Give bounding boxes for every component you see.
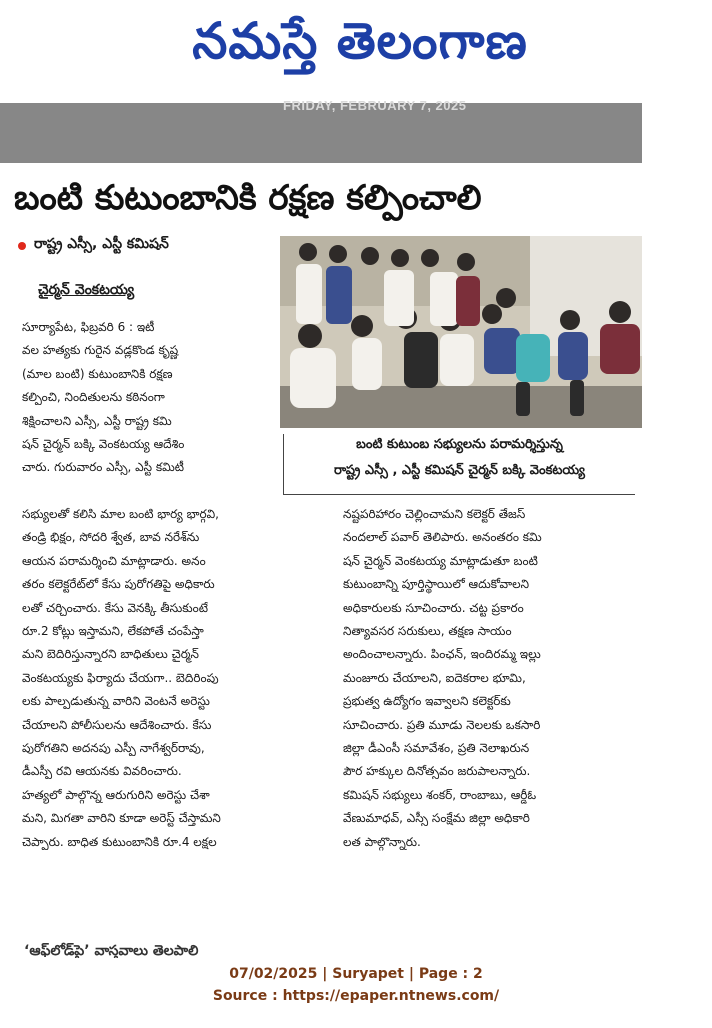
text-line: జిల్లా డీఎంసీ సమావేశం, ప్రతి నెలాఖరున [343, 741, 530, 756]
text-line: మంజూరు చేయాలని, ఐదెకరాల భూమి, [343, 670, 526, 685]
text-line: నందలాల్ పవార్ తెలిపారు. అనంతరం కమి [343, 530, 542, 545]
text-line: వేణుమాధవ్, ఎస్సీ సంక్షేమ జిల్లా అధికారి [343, 811, 530, 826]
caption-line-2: రాష్ట్ర ఎస్సీ , ఎస్టీ కమిషన్ చైర్మన్ బక్కి వెంకటయ్య [334, 463, 585, 478]
text-line: అధికారులకు సూచించారు. చట్ట ప్రకారం [343, 600, 524, 615]
text-line: లత పాల్గొన్నారు. [343, 834, 421, 849]
text-line: ఆయన పరామర్శించి మాట్లాడారు. అనం [22, 553, 206, 568]
text-line: నష్టపరిహారం చెల్లించామని కలెక్టర్ తేజస్ [343, 507, 526, 521]
next-story-teaser [24, 938, 364, 958]
article-kicker [18, 236, 169, 255]
article-column-3 [343, 503, 643, 854]
text-line: కమిషన్ సభ్యులు శంకర్, రాంబాబు, ఆర్డీఓ [343, 787, 537, 802]
text-line: లతో చర్చించారు. కేసు వెనక్కి తీసుకుంటే [22, 600, 209, 615]
text-line: మని బెదిరిస్తున్నారని బాధితులు చైర్మన్ [22, 647, 199, 662]
text-line: చారు. గురువారం ఎస్సీ, ఎస్టీ కమిటీ [22, 460, 185, 475]
text-line: షన్ చైర్మన్ బక్కి వెంకటయ్య ఆదేశిం [22, 437, 185, 452]
text-line: షన్ చైర్మన్ వెంకటయ్య మాట్లాడుతూ బంటి [343, 553, 538, 568]
photo-caption [282, 432, 637, 488]
footer-date-edition: 07/02/2025 | Suryapet | Page : 2 [229, 966, 483, 982]
text-line: చెప్పారు. బాధిత కుటుంబానికి రూ.4 లక్షల [22, 834, 217, 849]
news-photo-illustration [280, 236, 642, 428]
text-line: సభ్యులతో కలిసి మాల బంటి భార్య భార్గవి, [22, 507, 219, 521]
text-line: నిత్యావసర సరుకులు, తక్షణ సాయం [343, 624, 512, 639]
article-column-1 [22, 316, 276, 480]
masthead-logo: నమస్తే తెలంగాణ [192, 11, 528, 70]
caption-rule-vertical [283, 434, 284, 494]
article-column-2 [22, 503, 317, 854]
text-line: రూ.2 కోట్లు ఇస్తామని, లేకపోతే చంపేస్తా [22, 624, 204, 639]
text-line: వెంకటయ్యకు ఫిర్యాదు చేయగా.. బెదిరింపు [22, 670, 219, 685]
page-footer [0, 963, 712, 1007]
text-line: అందించాలన్నారు. పింఛన్, ఇందిరమ్మ ఇల్లు [343, 647, 541, 662]
teaser-text: ‘ఆఫ్‌లోడ్‌పై’ వాస్తవాలు తెలపాలి [24, 943, 199, 958]
text-line: సూచించారు. ప్రతి మూడు నెలలకు ఒకసారి [343, 717, 541, 732]
text-line: ప్రభుత్వ ఉద్యోగం ఇవ్వాలని కలెక్టర్‌కు [343, 694, 511, 709]
bullet-dot-icon [18, 242, 26, 250]
text-line: పౌర హక్కుల దినోత్సవం జరుపాలన్నారు. [343, 764, 531, 779]
text-line: లకు పాల్పడుతున్న వారిని వెంటనే అరెస్టు [22, 694, 210, 709]
news-photo [280, 236, 642, 428]
article-headline: బంటి కుటుంబానికి రక్షణ కల్పించాలి [14, 178, 482, 218]
text-line: శిక్షించాలని ఎస్సీ, ఎస్టీ రాష్ట్ర కమి [22, 413, 172, 428]
text-line: వల హత్యకు గురైన వడ్లకొండ కృష్ణ [22, 343, 179, 358]
caption-line-1: బంటి కుటుంబ సభ్యులను పరామర్శిస్తున్న [356, 437, 563, 452]
text-line: పురోగతిని అదనపు ఎస్పీ నాగేశ్వర్‌రావు, [22, 741, 205, 756]
edition-date: FRIDAY, FEBRUARY 7, 2025 [283, 98, 467, 113]
text-line: సూర్యాపేట, ఫిబ్రవరి 6 : ఇటీ [22, 320, 155, 334]
caption-rule-horizontal [283, 494, 635, 495]
text-line: (మాల బంటి) కుటుంబానికి రక్షణ [22, 366, 173, 381]
text-line: మని, మిగతా వారిని కూడా అరెస్ట్ చేస్తామని [22, 811, 221, 826]
text-line: కల్పించి, నిందితులను కఠినంగా [22, 390, 165, 405]
text-line: డీఎస్పీ రవి ఆయనకు వివరించారు. [22, 764, 182, 779]
footer-source-link[interactable]: Source : https://epaper.ntnews.com/ [212, 988, 500, 1004]
text-line: చేయాలని పోలీసులను ఆదేశించారు. కేసు [22, 717, 212, 732]
text-line: హత్యలో పాల్గొన్న ఆరుగురిని అరెస్టు చేశా [22, 787, 210, 802]
kicker-line-1: రాష్ట్ర ఎస్సీ, ఎస్టీ కమిషన్ [34, 236, 169, 252]
kicker-line-2: చైర్మన్ వెంకటయ్య [38, 282, 135, 298]
text-line: తండ్రి భిక్షం, సోదరి శ్వేత, బావ నరేశ్‌ను [22, 530, 200, 545]
text-line: కుటుంబాన్ని పూర్తిస్థాయిలో ఆదుకోవాలని [343, 577, 530, 592]
text-line: తరం కలెక్టరేట్‌లో కేసు పురోగతిపై అధికారు [22, 577, 215, 592]
date-band [0, 98, 642, 163]
